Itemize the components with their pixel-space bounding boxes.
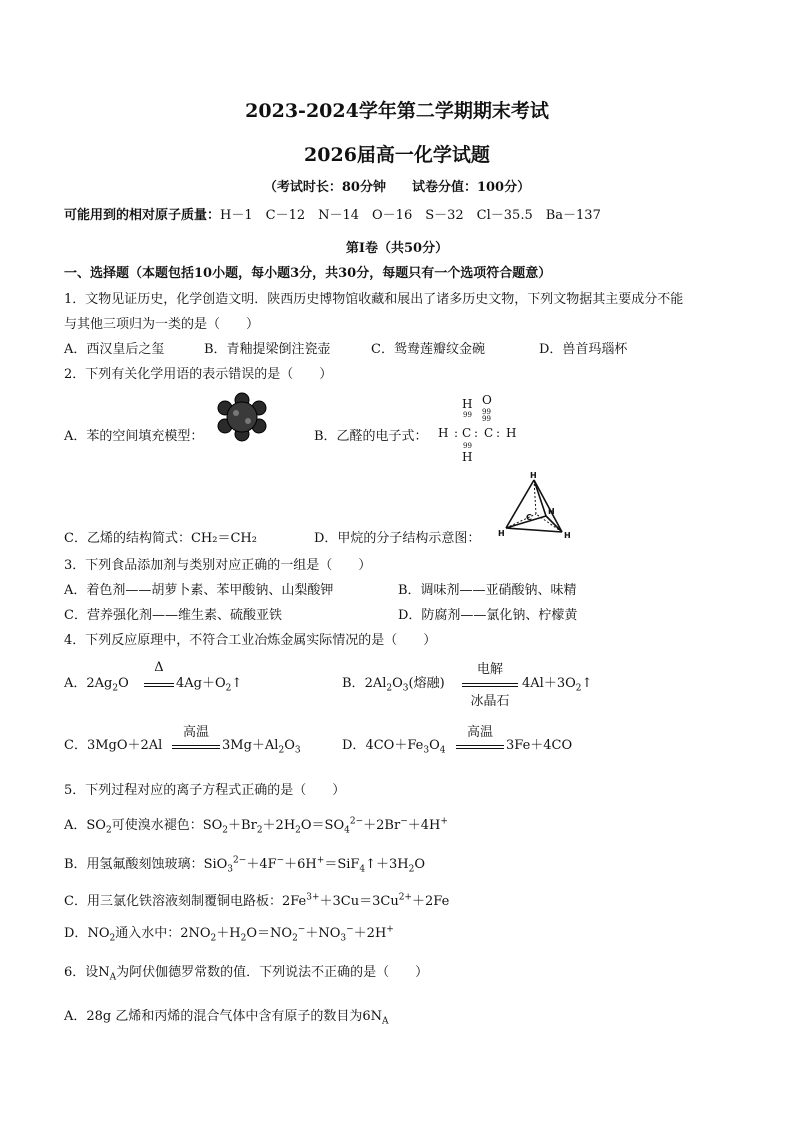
q5-option-c-text: C．用三氯化铁溶液刻制覆铜电路板： bbox=[64, 894, 282, 909]
q5-option-b: B．用氢氟酸刻蚀玻璃：$SiO_3^{2-}+4F^-+6H^+=SiF_4↑+3H_2O$ bbox=[64, 855, 426, 875]
q4-a-equals-sign bbox=[144, 683, 174, 687]
q5-option-a-label: A． bbox=[64, 818, 87, 833]
svg-text:H: H bbox=[564, 531, 571, 540]
q5-stem: 5．下列过程对应的离子方程式正确的是（ ） bbox=[64, 783, 346, 798]
svg-text:99: 99 bbox=[482, 415, 491, 423]
part-title: 一、选择题（本题包括10小题，每小题3分，共30分，每题只有一个选项符合题意） bbox=[64, 266, 552, 281]
svg-text:H: H bbox=[548, 507, 555, 516]
q4-option-a-lhs: $2Ag_2O$ bbox=[86, 676, 129, 694]
q3-option-a: A．着色剂——胡萝卜素、苯甲酸钠、山梨酸钾 bbox=[64, 583, 334, 598]
svg-text:H: H bbox=[506, 426, 517, 440]
q4-option-a-rhs: $4Ag+O_2↑$ bbox=[176, 676, 243, 694]
q5-option-a-text: 可使溴水褪色： bbox=[111, 818, 203, 833]
q6-option-a: A．28g 乙烯和丙烯的混合气体中含有原子的数目为$6N_A$ bbox=[64, 1009, 389, 1027]
q4-option-d-lhs: $4CO+Fe_3O_4$ bbox=[365, 738, 446, 756]
svg-text:O: O bbox=[482, 394, 492, 407]
q4-c-equals-sign bbox=[172, 745, 220, 749]
q2-stem: 2．下列有关化学用语的表示错误的是（ ） bbox=[64, 367, 333, 382]
q6-stem: 6．设$N_A$为阿伏伽德罗常数的值．下列说法不正确的是（ ） bbox=[64, 965, 429, 983]
svg-text::: : bbox=[496, 426, 501, 440]
q2-option-b: B．乙醛的电子式： bbox=[314, 429, 428, 444]
atomic-mass-values: H－1 C－12 N－14 O－16 S－32 Cl－35.5 Ba－137 bbox=[220, 208, 601, 223]
q4-b-equals-sign bbox=[462, 683, 518, 687]
q4-option-a-label: A． bbox=[64, 676, 87, 691]
q2-option-c bbox=[64, 530, 257, 548]
q4-option-d-label: D． bbox=[342, 738, 366, 753]
q4-option-b bbox=[342, 675, 445, 693]
svg-text:99: 99 bbox=[463, 411, 472, 419]
q2-option-c-label: C．乙烯的结构简式： bbox=[64, 531, 191, 546]
q4-stem: 4．下列反应原理中，不符合工业冶炼金属实际情况的是（ ） bbox=[64, 633, 437, 648]
q4-option-b-label: B． bbox=[342, 676, 365, 691]
atomic-mass-line bbox=[64, 207, 601, 225]
q1-option-d: D．兽首玛瑙杯 bbox=[539, 342, 628, 357]
q4-option-d-rhs: 3Fe＋4CO bbox=[506, 738, 573, 753]
q5-option-d-label: D． bbox=[64, 926, 88, 941]
q4-c-condition: 高温 bbox=[182, 725, 209, 740]
q4-d-equals-sign bbox=[456, 745, 504, 749]
svg-text:C: C bbox=[526, 513, 532, 522]
atomic-mass-label: 可能用到的相对原子质量： bbox=[64, 208, 221, 223]
q4-option-c-lhs: 3MgO＋2Al bbox=[86, 738, 163, 753]
q4-option-b-rhs: $4Al+3O_2↑$ bbox=[522, 676, 593, 694]
q1-option-b: B．青釉提梁倒注瓷壶 bbox=[204, 342, 331, 357]
q1-stem-line2: 与其他三项归为一类的是（ ） bbox=[64, 317, 260, 332]
svg-text:C: C bbox=[484, 426, 494, 440]
acetaldehyde-electron-formula bbox=[436, 394, 518, 466]
svg-text:H: H bbox=[438, 426, 449, 440]
q2-option-d: D．甲烷的分子结构示意图： bbox=[314, 531, 481, 546]
q5-option-c: C．用三氯化铁溶液刻制覆铜电路板：$2Fe^{3+}+3Cu=3Cu^{2+}+2Fe$ bbox=[64, 892, 450, 909]
q2-option-a: A．苯的空间填充模型： bbox=[64, 429, 204, 444]
svg-text::: : bbox=[474, 426, 479, 440]
q3-option-d: D．防腐剂——氯化钠、柠檬黄 bbox=[398, 608, 578, 623]
q3-stem: 3．下列食品添加剂与类别对应正确的一组是（ ） bbox=[64, 558, 372, 573]
q5-option-d-text: 通入水中： bbox=[115, 926, 181, 941]
exam-info: （考试时长：80分钟 试卷分值：100分） bbox=[263, 180, 531, 195]
exam-title: 2023-2024学年第二学期期末考试 bbox=[245, 100, 549, 122]
svg-text:H: H bbox=[462, 397, 473, 411]
q3-option-c: C．营养强化剂——维生素、硫酸亚铁 bbox=[64, 608, 282, 623]
q5-option-a: A．$SO_2$可使溴水褪色：$SO_2+Br_2+2H_2O=SO_4^{2-}+2Br^-+4H^+$ bbox=[64, 816, 448, 836]
svg-text:H: H bbox=[498, 529, 505, 538]
svg-text:C: C bbox=[462, 426, 472, 440]
svg-text:H: H bbox=[462, 450, 473, 464]
svg-text:99: 99 bbox=[482, 408, 491, 416]
q1-option-a: A．西汉皇后之玺 bbox=[64, 342, 165, 357]
benzene-space-filling-model bbox=[212, 390, 272, 444]
q4-option-c-label: C． bbox=[64, 738, 87, 753]
q1-option-c: C．鸳鸯莲瓣纹金碗 bbox=[371, 342, 485, 357]
svg-text::: : bbox=[454, 426, 459, 440]
volume-title: 第Ⅰ卷（共50分） bbox=[345, 241, 449, 256]
q4-option-a bbox=[64, 675, 129, 693]
q2-option-c-formula: CH₂＝CH₂ bbox=[190, 531, 257, 546]
q4-b-condition-top: 电解 bbox=[476, 662, 503, 677]
q5-option-d: D．$NO_2$通入水中：$2NO_2+H_2O=NO_2^-+NO_3^-+2H^+$ bbox=[64, 924, 394, 944]
svg-text:H: H bbox=[530, 471, 537, 480]
q6-stem-post: 为阿伏伽德罗常数的值．下列说法不正确的是（ ） bbox=[116, 965, 429, 980]
q6-option-a-value: 6N bbox=[362, 1009, 383, 1024]
q4-option-d bbox=[342, 737, 445, 755]
q4-b-condition-bottom: 冰晶石 bbox=[470, 694, 510, 709]
methane-structure-diagram bbox=[496, 470, 576, 546]
q3-option-b: B．调味剂——亚硝酸钠、味精 bbox=[398, 583, 577, 598]
q5-option-b-text: B．用氢氟酸刻蚀玻璃： bbox=[64, 857, 204, 872]
q1-stem-line1: 1．文物见证历史，化学创造文明．陕西历史博物馆收藏和展出了诸多历史文物，下列文物据其主要成分不能 bbox=[64, 292, 684, 307]
q6-stem-pre: 6．设 bbox=[64, 965, 99, 980]
svg-text:99: 99 bbox=[463, 442, 472, 450]
q4-option-c bbox=[64, 737, 162, 755]
exam-subtitle: 2026届高一化学试题 bbox=[304, 144, 490, 166]
q4-d-condition: 高温 bbox=[466, 725, 493, 740]
q6-option-a-text: A．28g 乙烯和丙烯的混合气体中含有原子的数目为 bbox=[64, 1009, 363, 1024]
q4-a-condition: Δ bbox=[154, 660, 164, 675]
q4-option-b-lhs: $2Al_2O_3$(熔融) bbox=[364, 676, 445, 694]
q4-option-c-rhs: $3Mg+Al_2O_3$ bbox=[222, 738, 301, 756]
